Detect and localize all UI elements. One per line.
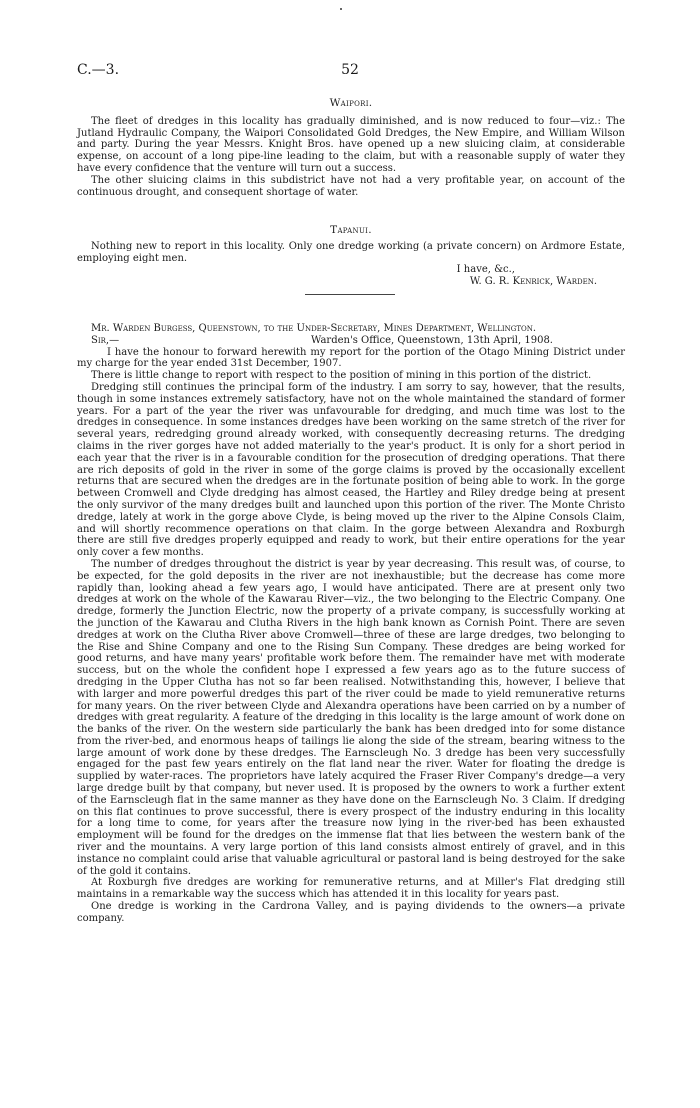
section-code: C.—3. bbox=[77, 62, 120, 78]
closing-line: I have, &c., bbox=[456, 264, 515, 275]
letter-paragraph-5: At Roxburgh five dredges are working for remunerative returns, and at Miller's Flat dredging still maintains in a remarkable way the success which has attended it in this locality for years past. bbox=[77, 877, 625, 901]
letter-address: Mr. Warden Burgess, Queenstown, to the Under-Secretary, Mines Department, Wellington. bbox=[91, 323, 537, 334]
report-letter bbox=[77, 323, 625, 925]
section-divider bbox=[305, 294, 395, 295]
letter-paragraph-6: One dredge is working in the Cardrona Valley, and is paying dividends to the owners—a private company. bbox=[77, 901, 625, 924]
waipori-section bbox=[77, 98, 625, 198]
waipori-paragraph-1: The fleet of dredges in this locality has gradually diminished, and is now reduced to four—viz.: The Jutland Hydraulic Company, the Waipori Consolidated Gold Dredges, the New Empire, and William Wilson and party. During the year Messrs. Knight Bros. have opened up a new sluicing claim, at considerable expense, on account of a long pipe-line leading to the claim, but with a reasonable supply of water they have every confidence that the venture will turn out a success. bbox=[77, 115, 625, 174]
office-date: Warden's Office, Queenstown, 13th April, 1908. bbox=[311, 334, 553, 346]
letter-paragraph-2: There is little change to report with respect to the position of mining in this portion of the district. bbox=[91, 370, 592, 382]
page-number: 52 bbox=[341, 62, 359, 78]
letter-paragraph-4: The number of dredges throughout the district is year by year decreasing. This result was, of course, to be expected, for the gold deposits in the river are not inexhaustible; but the decrease has come more rapidly than, looking ahead a few years ago, I would have anticipated. There are at present only two dredges at work on the whole of the Kawarau River—viz., the two belonging to the Electric Company. One dredge, formerly the Junction Electric, now the property of a private company, is successfully working at the junction of the Kawarau and Clutha Rivers in the high bank known as Cornish Point. There are seven dredges at work on the Clutha River above Cromwell—three of these are large dredges, two belonging to the Rise and Shine Company and one to the Rising Sun Company. These dredges are being worked for good returns, and have many years' profitable work before them. The remainder have met with moderate success, but on the whole the confident hope I expressed a few years ago as to the future success of dredging in the Upper Clutha has not so far been realised. Notwithstanding this, however, I believe that with larger and more powerful dredges this part of the river could be made to yield remunerative returns for many years. On the river between Clyde and Alexandra operations have been carried on by a number of dredges with great regularity. A feature of the dredging in this locality is the large amount of work done on the banks of the river. On the western side particularly the bank has been dredged into for some distance from the river-bed, and enormous heaps of tailings lie along the side of the stream, bearing witness to the large amount of work done by these dredges. The Earnscleugh No. 3 dredge has been very successfully engaged for the past few years entirely on the flat land near the river. Water for floating the dredge is supplied by water-races. The proprietors have lately acquired the Fraser River Company's dredge—a very large dredge built by that company, but never used. It is proposed by the owners to work a further extent of the Earnscleugh flat in the same manner as they have done on the Earnscleugh No. 3 Claim. If dredging on this flat continues to prove successful, there is every prospect of the industry enduring in this locality for a long time to come, for years after the treasure now lying in the river-bed has been exhausted employment will be found for the dredges on the immense flat that lies between the western bank of the river and the mountains. A very large portion of this land consists almost entirely of gravel, and in this instance no complaint could arise that valuable agricultural or pastoral land is being destroyed for the sake of the gold it contains. bbox=[77, 558, 625, 877]
waipori-heading: Waipori. bbox=[329, 97, 373, 109]
letter-paragraph-3: Dredging still continues the principal form of the industry. I am sorry to say, however, that the results, though in some instances extremely satisfactory, have not on the whole maintained the standard of former years. For a part of the year the river was unfavourable for dredging, and much time was lost to the dredges in consequence. In some instances dredges have been working on the same stretch of the river for several years, redredging ground already worked, with consequently decreasing returns. The dredging claims in the river gorges have not added materially to the year's product. It is only for a short period in each year that the river is in a favourable condition for the prosecution of dredging operations. That there are rich deposits of gold in the river in some of the gorge claims is proved by the occasionally excellent returns that are secured when the dredges are in the fortunate position of being able to work. In the gorge between Cromwell and Clyde dredging has almost ceased, the Hartley and Riley dredge being at present the only survivor of the many dredges built and launched upon this portion of the river. The Monte Christo dredge, lately at work in the gorge above Clyde, is being moved up the river to the Alpine Consols Claim, and will shortly recommence operations on that claim. In the gorge between Alexandra and Roxburgh there are still five dredges properly equipped and ready to work, but their entire operations for the year only cover a few months. bbox=[77, 381, 625, 559]
tapanui-section bbox=[77, 225, 625, 264]
salutation: Sir,— bbox=[91, 334, 120, 346]
letter-paragraph-1: I have the honour to forward herewith my report for the portion of the Otago Mining District under my charge for the year ended 31st December, 1907. bbox=[77, 346, 625, 370]
signature-block bbox=[77, 264, 625, 288]
salutation-row bbox=[77, 335, 625, 347]
page-mark bbox=[340, 8, 342, 10]
tapanui-heading: Tapanui. bbox=[330, 224, 372, 236]
waipori-paragraph-2: The other sluicing claims in this subdistrict have not had a very profitable year, on account of the continuous drought, and consequent shortage of water. bbox=[77, 174, 625, 198]
warden-signature: W. G. R. Kenrick, Warden. bbox=[469, 275, 597, 287]
tapanui-paragraph: Nothing new to report in this locality. Only one dredge working (a private concern) on Ardmore Estate, employing eight men. bbox=[77, 240, 625, 264]
